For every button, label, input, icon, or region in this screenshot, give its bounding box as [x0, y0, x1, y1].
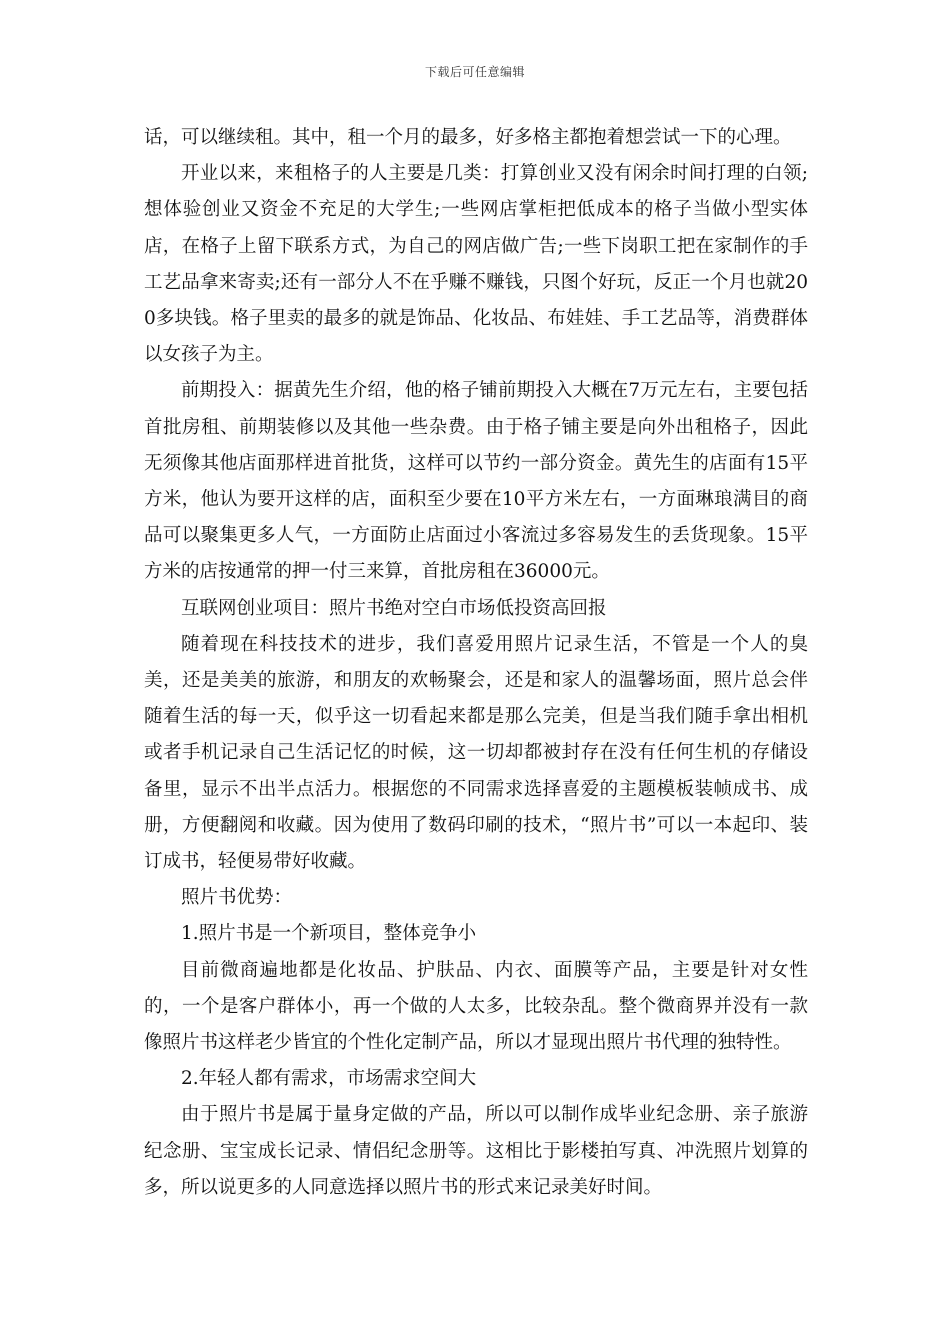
paragraph-customers: 开业以来，来租格子的人主要是几类：打算创业又没有闲余时间打理的白领;想体验创业又资金不充足的大学生;一些网店掌柜把低成本的格子当做小型实体店，在格子上留下联系方式，为自己的网店做广告;一些下岗职工把在家制作的手工艺品拿来寄卖;还有一部分人不在乎赚不赚钱，只图个好玩，反正一个月也就200多块钱。格子里卖的最多的就是饰品、化妆品、布娃娃、手工艺品等，消费群体以女孩子为主。: [144, 163, 808, 366]
paragraph-continuation: 话，可以继续租。其中，租一个月的最多，好多格主都抱着想尝试一下的心理。: [144, 127, 792, 148]
paragraph-advantage-2-heading: 2.年轻人都有需求，市场需求空间大: [181, 1068, 477, 1090]
paragraph-project-title: 互联网创业项目：照片书绝对空白市场低投资高回报: [181, 597, 607, 619]
paragraph-photo-book-intro: 随着现在科技技术的进步，我们喜爱用照片记录生活，不管是一个人的臭美，还是美美的旅游，和朋友的欢畅聚会，还是和家人的温馨场面，照片总会伴随着生活的每一天，似乎这一切看起来都是那么完美，但是当我们随手拿出相机或者手机记录自己生活记忆的时候，这一切却都被封存在没有任何生机的存储设备里，显示不出半点活力。根据您的不同需求选择喜爱的主题模板装帧成书、成册，方便翻阅和收藏。因为使用了数码印刷的技术，“照片书”可以一本起印、装订成书，轻便易带好收藏。: [144, 633, 808, 873]
paragraph-advantage-2-body: 由于照片书是属于量身定做的产品，所以可以制作成毕业纪念册、亲子旅游纪念册、宝宝成长记录、情侣纪念册等。这相比于影楼拍写真、冲洗照片划算的多，所以说更多的人同意选择以照片书的形式来记录美好时间。: [144, 1104, 808, 1198]
paragraph-advantage-1-body: 目前微商遍地都是化妆品、护肤品、内衣、面膜等产品，主要是针对女性的，一个是客户群体小，再一个做的人太多，比较杂乱。整个微商界并没有一款像照片书这样老少皆宜的个性化定制产品，所以才显现出照片书代理的独特性。: [144, 959, 808, 1054]
paragraph-advantage-1-heading: 1.照片书是一个新项目，整体竞争小: [181, 923, 477, 945]
page-header: 下载后可任意编辑: [424, 65, 525, 79]
paragraph-advantages-heading: 照片书优势：: [181, 887, 293, 909]
document-body: [144, 120, 808, 1206]
paragraph-initial-investment: 前期投入：据黄先生介绍，他的格子铺前期投入大概在7万元左右，主要包括首批房租、前期装修以及其他一些杂费。由于格子铺主要是向外出租格子，因此无须像其他店面那样进首批货，这样可以节约一部分资金。黄先生的店面有15平方米，他认为要开这样的店，面积至少要在10平方米左右，一方面琳琅满目的商品可以聚集更多人气，一方面防止店面过小客流过多容易发生的丢货现象。15平方米的店按通常的押一付三来算，首批房租在36000元。: [144, 380, 808, 583]
